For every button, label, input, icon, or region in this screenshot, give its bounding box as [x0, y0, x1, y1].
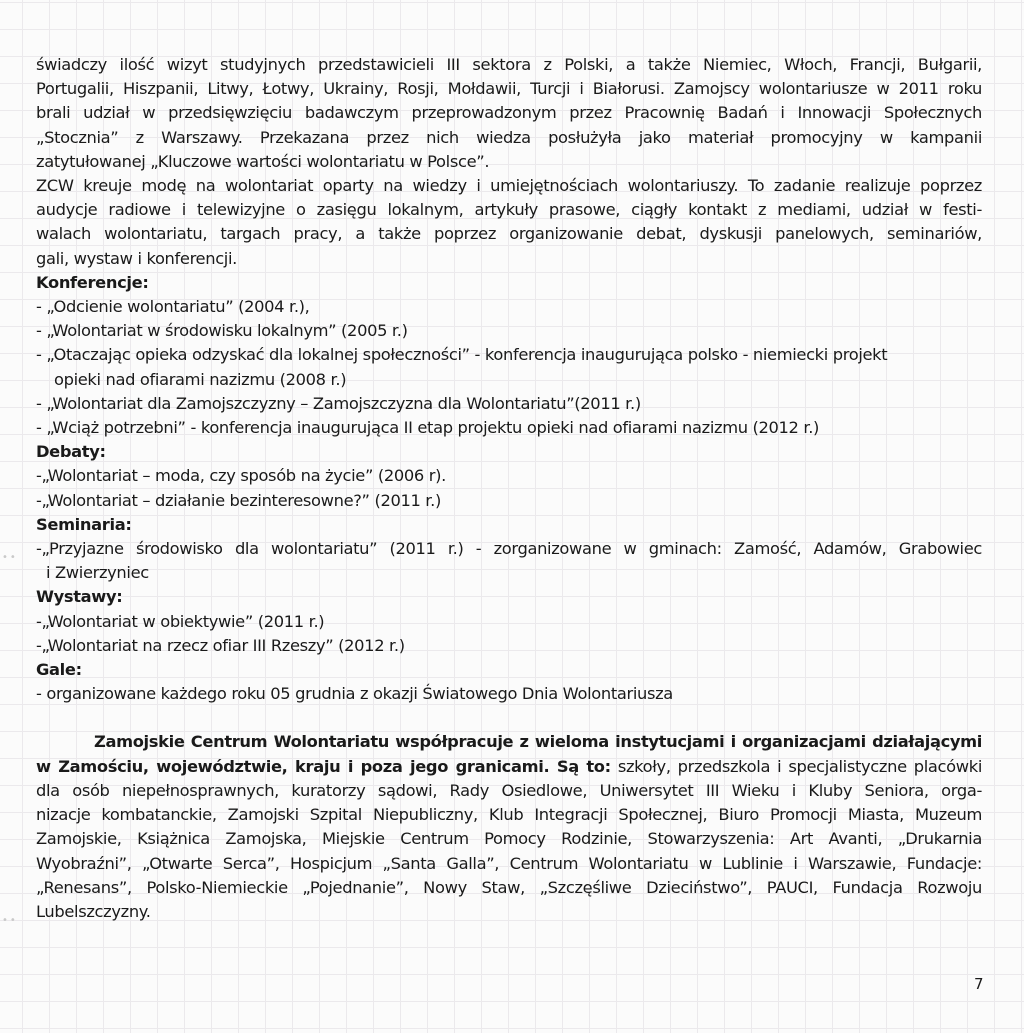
text-line: dla osób niepełnosprawnych, kuratorzy sądowi, Rady Osiedlowe, Uniwersytet III Wieku i Kluby Seniora, orga-	[36, 780, 982, 800]
bold-lead: w Zamościu, województwie, kraju i poza jego granicami. Są to:	[36, 756, 611, 776]
section-konferencje	[36, 271, 982, 440]
text-line: „Stocznia” z Warszawy. Przekazana przez nich wiedza posłużyła jako materiał promocyjny w kampanii	[36, 127, 982, 147]
text-line: Zamojskie Centrum Wolontariatu współpracuje z wieloma instytucjami i organizacjami działającymi	[94, 732, 982, 752]
text-line: Wyobraźni”, „Otwarte Serca”, Hospicjum „Santa Galla”, Centrum Wolontariatu w Lublinie i Warszawie, Fundacje:	[36, 853, 982, 873]
text-line	[36, 755, 982, 779]
list-item: - „Wciąż potrzebni” - konferencja inaugurująca II etap projektu opieki nad ofiarami nazizmu (2012 r.)	[36, 418, 820, 438]
list-item-continuation: opieki nad ofiarami nazizmu (2008 r.)	[54, 369, 347, 389]
section-heading: Gale:	[36, 660, 82, 680]
text-line: audycje radiowe i telewizyjne o zasięgu lokalnym, artykuły prasowe, ciągły kontakt z mediami, udział w festi-	[36, 200, 982, 220]
text-rest: szkoły, przedszkola i specjalistyczne placówki	[610, 756, 982, 776]
section-heading: Seminaria:	[36, 514, 132, 534]
page-content	[36, 53, 982, 924]
text-line: Zamojskie, Książnica Zamojska, Miejskie Centrum Pomocy Rodzinie, Stowarzyszenia: Art Avanti, „Drukarnia	[36, 829, 982, 849]
paragraph-gap	[36, 706, 982, 730]
section-heading: Konferencje:	[36, 272, 149, 292]
text-line: „Renesans”, Polsko-Niemieckie „Pojednanie”, Nowy Staw, „Szczęśliwe Dzieciństwo”, PAUCI, Fundacja Rozwoju	[36, 877, 982, 897]
list-item: - „Wolontariat dla Zamojszczyzny – Zamojszczyzna dla Wolontariatu”(2011 r.)	[36, 393, 641, 413]
text-line: brali udział w przedsięwzięciu badawczym przeprowadzonym przez Pracownię Badań i Innowacji Społecznych	[36, 103, 982, 123]
text-line: nizacje kombatanckie, Zamojski Szpital Niepubliczny, Klub Integracji Społecznej, Biuro Promocji Miasta, Muzeum	[36, 805, 982, 825]
text-line: Lubelszczyzny.	[36, 901, 151, 921]
scan-mark: ••	[2, 915, 18, 926]
section-debaty	[36, 440, 982, 513]
text-line: świadczy ilość wizyt studyjnych przedstawicieli III sektora z Polski, a także Niemiec, Włoch, Francji, Bułgarii,	[36, 55, 982, 74]
list-item: - „Wolontariat w środowisku lokalnym” (2005 r.)	[36, 321, 408, 341]
scan-mark: ••	[2, 552, 18, 563]
text-line: Portugalii, Hiszpanii, Litwy, Łotwy, Ukrainy, Rosji, Mołdawii, Turcji i Białorusi. Zamojscy wolontariusze w 2011 roku	[36, 79, 982, 99]
intro-paragraph	[36, 53, 982, 271]
list-item: - organizowane każdego roku 05 grudnia z okazji Światowego Dnia Wolontariusza	[36, 684, 673, 704]
cooperation-paragraph	[36, 730, 982, 924]
section-heading: Wystawy:	[36, 587, 123, 607]
list-item: - „Otaczając opieka odzyskać dla lokalnej społeczności” - konferencja inaugurująca polsko - niemiecki projekt	[36, 345, 888, 365]
text-line: ZCW kreuje modę na wolontariat oparty na wiedzy i umiejętnościach wolontariuszy. To zadanie realizuje poprzez	[36, 176, 982, 196]
list-item: -„Wolontariat – działanie bezinteresowne?” (2011 r.)	[36, 490, 441, 510]
section-gale	[36, 658, 982, 706]
list-item: -„Wolontariat w obiektywie” (2011 r.)	[36, 611, 325, 631]
text-line: zatytułowanej „Kluczowe wartości wolontariatu w Polsce”.	[36, 151, 490, 171]
list-item-continuation: i Zwierzyniec	[46, 563, 149, 583]
list-item: -„Wolontariat na rzecz ofiar III Rzeszy” (2012 r.)	[36, 635, 405, 655]
page-number: 7	[974, 975, 984, 993]
section-seminaria	[36, 513, 982, 586]
section-wystawy	[36, 585, 982, 658]
text-line: walach wolontariatu, targach pracy, a także poprzez organizowanie debat, dyskusji panelowych, seminariów,	[36, 224, 982, 244]
list-item: -„Przyjazne środowisko dla wolontariatu” (2011 r.) - zorganizowane w gminach: Zamość, Adamów, Grabowiec	[36, 539, 982, 559]
list-item: -„Wolontariat – moda, czy sposób na życie” (2006 r).	[36, 466, 446, 486]
text-line: gali, wystaw i konferencji.	[36, 248, 237, 268]
section-heading: Debaty:	[36, 442, 106, 462]
list-item: - „Odcienie wolontariatu” (2004 r.),	[36, 297, 310, 317]
